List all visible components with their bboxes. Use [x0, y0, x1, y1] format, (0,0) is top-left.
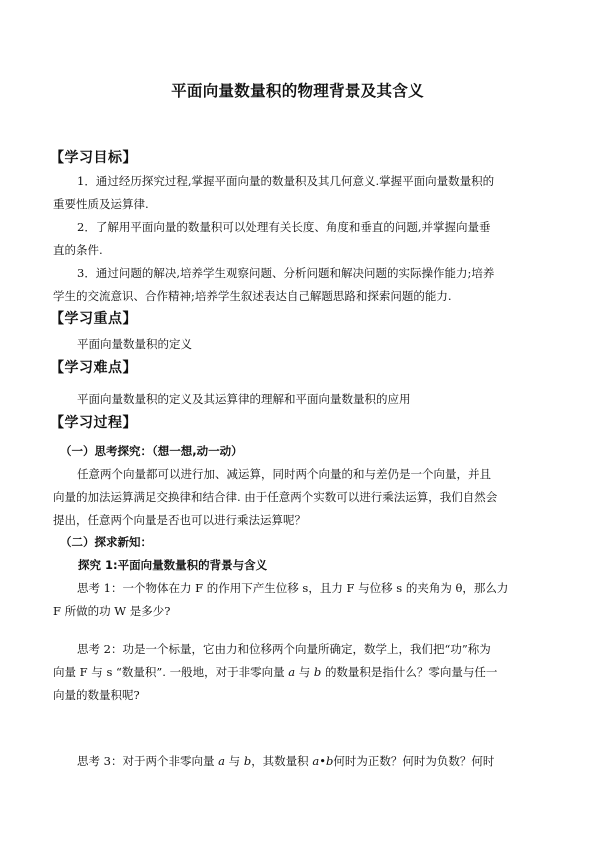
objective-2-line-2: 直的条件.: [53, 243, 103, 257]
think-3-line-1: 思考 3：对于两个非零向量 a 与 b，其数量积 a•b何时为正数？何时为负数？何时: [77, 754, 495, 768]
vector-b: b: [313, 665, 322, 679]
difficulties-heading: 【学习难点】: [50, 360, 137, 376]
key-points-heading: 【学习重点】: [50, 311, 137, 327]
explore-paragraph-line-3: 提出，任意两个向量是否也可以进行乘法运算呢？: [53, 513, 306, 527]
objective-3-line-1: 3．通过问题的解决,培养学生观察问题、分析问题和解决问题的实际操作能力;培养: [77, 266, 495, 280]
vector-a: a: [288, 665, 296, 679]
page-title: 平面向量数量积的物理背景及其含义: [171, 82, 424, 100]
explore-paragraph-line-1: 任意两个向量都可以进行加、减运算，同时两个向量的和与差仍是一个向量，并且: [77, 467, 491, 481]
new-knowledge-heading: （二）探求新知：: [60, 535, 152, 549]
objective-1-line-2: 重要性质及运算律.: [53, 197, 149, 211]
vector-a: a: [312, 754, 320, 768]
think-2-line-1: 思考 2：功是一个标量，它由力和位移两个向量所确定，数学上，我们把“功”称为: [77, 642, 491, 656]
think-1-line-1: 思考 1：一个物体在力 F 的作用下产生位移 s，且力 F 与位移 s 的夹角为 θ，那么力: [77, 581, 509, 595]
difficulties-text: 平面向量数量积的定义及其运算律的理解和平面向量数量积的应用: [77, 392, 411, 406]
vector-a: a: [218, 754, 225, 768]
objective-3-line-2: 学生的交流意识、合作精神;培养学生叙述表达自己解题思路和探索问题的能力.: [53, 289, 452, 303]
vector-b: b: [243, 754, 252, 768]
process-heading: 【学习过程】: [50, 415, 137, 431]
explore-1-heading: 探究 1:平面向量数量积的背景与含义: [78, 558, 268, 572]
key-points-text: 平面向量数量积的定义: [77, 337, 192, 351]
objective-1-line-1: 1．通过经历探究过程,掌握平面向量的数量积及其几何意义.掌握平面向量数量积的: [77, 174, 495, 188]
explore-paragraph-line-2: 向量的加法运算满足交换律和结合律. 由于任意两个实数可以进行乘法运算，我们自然会: [53, 490, 498, 504]
think-explore-heading: （一）思考探究：（想一想,动一动）: [60, 444, 243, 458]
objective-2-line-1: 2．了解用平面向量的数量积可以处理有关长度、角度和垂直的问题,并掌握向量垂: [77, 220, 491, 234]
think-2-line-3: 向量的数量积呢?: [53, 688, 140, 702]
vector-b: b: [326, 754, 334, 768]
dot-operator: •: [319, 754, 326, 768]
think-1-line-2: F 所做的功 W 是多少?: [53, 604, 171, 618]
objectives-heading: 【学习目标】: [50, 150, 137, 166]
think-2-line-2: 向量 F 与 s “数量积”. 一般地，对于非零向量 a 与 b 的数量积是指什么？零向量与任一: [53, 665, 498, 679]
